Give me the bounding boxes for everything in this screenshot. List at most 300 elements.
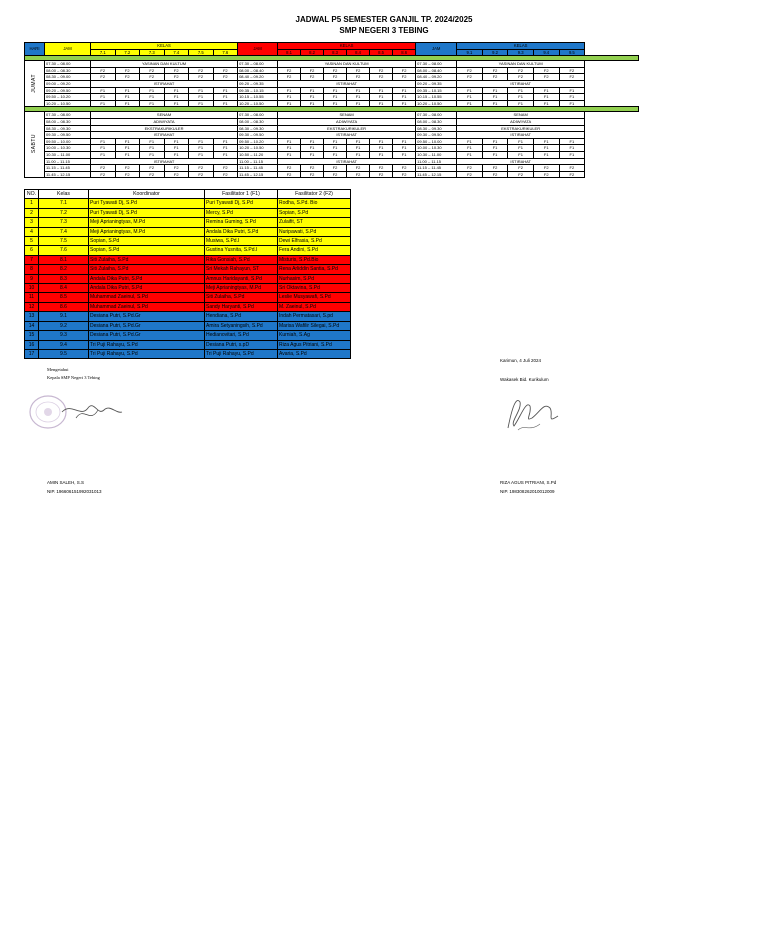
facilitator-8: F1 [278,138,301,145]
roster-f2: Riza Agus Pitriani, S.Pd [278,340,351,349]
roster-kelas: 9.5 [39,349,89,358]
roster-koordinator: Puri Tyawati Dj, S.Pd [89,199,205,208]
roster-f2: Sopian, S.Pd [278,208,351,217]
facilitator-8: F2 [324,74,347,81]
facilitator-8: F1 [393,100,416,107]
roster-no: 5 [25,237,39,246]
facilitator-7: F2 [140,165,165,172]
facilitator-9: F1 [559,87,585,94]
facilitator-8: F1 [393,151,416,158]
facilitator-9: F2 [533,67,559,74]
jumat-row [25,87,639,94]
facilitator-8: F2 [370,165,393,172]
facilitator-9: F2 [508,165,534,172]
roster-koordinator: Puri Tyawati Dj, S.Pd [89,208,205,217]
activity-7: ISTIRAHAT [91,132,238,139]
roster-kelas: 8.3 [39,274,89,283]
schedule-table [24,42,639,178]
class-9-3: 9.3 [508,49,534,56]
time-7: 11.45 – 12.15 [45,171,91,178]
facilitator-7: F1 [164,138,189,145]
facilitator-9: F2 [533,165,559,172]
facilitator-7: F1 [213,100,238,107]
facilitator-7: F2 [91,171,116,178]
facilitator-9: F1 [457,100,483,107]
activity-7: ISTIRAHAT [91,80,238,87]
facilitator-8: F2 [301,165,324,172]
sabtu-row [25,151,639,158]
facilitator-7: F1 [140,94,165,101]
roster-f2: Dewi Elfrasia, S.Pd [278,237,351,246]
facilitator-9: F2 [457,74,483,81]
roster-no: 3 [25,218,39,227]
facilitator-9: F1 [482,151,508,158]
facilitator-9: F2 [457,67,483,74]
roster-f2: Misturis, S.Pd.Bio [278,255,351,264]
roster-koordinator: Muhammad Zaeinul, S.Pd [89,293,205,302]
activity-7: ADIWIYATA [91,118,238,125]
facilitator-7: F1 [189,94,214,101]
facilitator-8: F1 [370,151,393,158]
roster-no: 6 [25,246,39,255]
facilitator-8: F1 [301,94,324,101]
facilitator-7: F1 [213,87,238,94]
roster-no: 4 [25,227,39,236]
facilitator-8: F2 [393,171,416,178]
roster-f1: Mercy, S.Pd [205,208,278,217]
facilitator-7: F1 [213,151,238,158]
facilitator-8: F1 [347,87,370,94]
facilitator-7: F2 [115,165,140,172]
facilitator-7: F1 [140,87,165,94]
header-jam-9: JAM [416,43,457,56]
roster-kelas: 9.3 [39,331,89,340]
facilitator-8: F2 [347,67,370,74]
facilitator-7: F2 [164,67,189,74]
facilitator-7: F2 [115,171,140,178]
facilitator-9: F2 [482,67,508,74]
roster-f2: Indah Permatasari, S.pd [278,312,351,321]
facilitator-7: F1 [91,145,116,152]
facilitator-8: F1 [324,94,347,101]
roster-no: 12 [25,302,39,311]
activity-8: ISTIRAHAT [278,158,416,165]
facilitator-8: F1 [347,145,370,152]
school-name: SMP NEGERI 3 TEBING [339,26,429,35]
roster-no: 16 [25,340,39,349]
vice-principal-signature [500,388,570,438]
facilitator-8: F2 [278,67,301,74]
activity-9: EKSTRAKURIKULER [457,125,585,132]
facilitator-9: F1 [482,138,508,145]
facilitator-7: F2 [164,171,189,178]
facilitator-9: F1 [482,87,508,94]
roster-f1: Andala Dika Putri, S.Pd [205,227,278,236]
school-stamp-signature [26,388,126,438]
col-kelas: Kelas [39,190,89,199]
facilitator-8: F1 [301,151,324,158]
roster-f1: Hedianovitari, S.Pd [205,331,278,340]
class-8-3: 8.3 [324,49,347,56]
roster-kelas: 7.3 [39,218,89,227]
time-9: 10.30 – 11.00 [416,151,457,158]
time-8: 09.30 – 09.50 [238,132,278,139]
facilitator-8: F1 [393,87,416,94]
facilitator-9: F2 [482,171,508,178]
sabtu-row [25,158,639,165]
facilitator-9: F1 [457,87,483,94]
facilitator-7: F1 [213,138,238,145]
class-9-1: 9.1 [457,49,483,56]
facilitator-8: F2 [347,74,370,81]
acknowledged-label: Mengetahui [47,367,69,372]
roster-no: 7 [25,255,39,264]
facilitator-7: F1 [115,94,140,101]
time-9: 09.35 – 10.15 [416,87,457,94]
facilitator-8: F1 [393,94,416,101]
facilitator-7: F1 [164,87,189,94]
principal-title: Kepala SMP Negeri 3 Tebing [47,375,100,380]
roster-koordinator: Tri Puji Rahayu, S.Pd [89,349,205,358]
roster-koordinator: Muhammad Zaeinul, S.Pd [89,302,205,311]
roster-f1: Puri Tyawati Dj, S.Pd [205,199,278,208]
time-7: 09.20 – 09.50 [45,87,91,94]
facilitator-7: F2 [140,74,165,81]
time-7: 10.00 – 10.30 [45,145,91,152]
facilitator-8: F1 [324,138,347,145]
roster-f1: Sri Mekah Rahayun, ST [205,265,278,274]
facilitator-7: F2 [213,165,238,172]
coordinator-roster-table [24,189,351,359]
facilitator-8: F1 [370,87,393,94]
time-9: 10.15 – 10.55 [416,94,457,101]
time-9: 09.50 – 10.00 [416,138,457,145]
roster-f2: Zulaifit, ST [278,218,351,227]
activity-9: ADIWIYATA [457,118,585,125]
facilitator-7: F2 [189,74,214,81]
time-7: 09.30 – 09.50 [45,132,91,139]
roster-f1: Remina Guming, S.Pd [205,218,278,227]
facilitator-9: F1 [508,94,534,101]
time-8: 09.50 – 10.20 [238,138,278,145]
facilitator-7: F2 [189,67,214,74]
facilitator-8: F2 [278,165,301,172]
roster-row [25,349,351,358]
time-8: 08.30 – 09.30 [238,125,278,132]
facilitator-7: F1 [140,138,165,145]
roster-f1: Desiana Putri, s.pD [205,340,278,349]
roster-row [25,293,351,302]
roster-row [25,199,351,208]
time-8: 08.00 – 08.30 [238,118,278,125]
facilitator-7: F2 [189,171,214,178]
place-date: Karimun, 4 Juli 2024 [500,358,542,363]
facilitator-7: F1 [91,87,116,94]
facilitator-9: F1 [508,138,534,145]
facilitator-7: F1 [189,145,214,152]
day-name: JUMAT [30,73,37,93]
roster-koordinator: Siti Zulaiha, S.Pd [89,255,205,264]
facilitator-7: F1 [140,151,165,158]
roster-f2: M. Zaeinul, S.Pd [278,302,351,311]
facilitator-8: F1 [324,151,347,158]
facilitator-8: F1 [347,100,370,107]
facilitator-7: F1 [115,151,140,158]
sabtu-row [25,138,639,145]
roster-kelas: 7.4 [39,227,89,236]
roster-koordinator: Desiana Putri, S.Pd.Gr [89,331,205,340]
roster-koordinator: Meji Aprianingtyas, M.Pd [89,227,205,236]
roster-f1: Tri Puji Rahayu, S.Pd [205,349,278,358]
schedule-class-row [25,49,639,56]
roster-f1: Meji Aprianingtyas, M.Pd [205,284,278,293]
roster-row [25,265,351,274]
class-7-4: 7.4 [164,49,189,56]
facilitator-7: F1 [115,145,140,152]
sabtu-row [25,145,639,152]
facilitator-7: F1 [189,138,214,145]
facilitator-9: F1 [482,145,508,152]
roster-row [25,312,351,321]
facilitator-7: F1 [164,151,189,158]
facilitator-8: F1 [347,94,370,101]
activity-9: ISTIRAHAT [457,158,585,165]
roster-kelas: 9.2 [39,321,89,330]
time-8: 08.00 – 08.40 [238,67,278,74]
facilitator-8: F1 [278,94,301,101]
roster-no: 10 [25,284,39,293]
time-8: 08.40 – 09.20 [238,74,278,81]
roster-koordinator: Meji Aprianingtyas, M.Pd [89,218,205,227]
class-8-6: 8.6 [393,49,416,56]
roster-row [25,208,351,217]
time-7: 10.20 – 10.50 [45,100,91,107]
time-9: 09.30 – 09.50 [416,132,457,139]
roster-koordinator: Sopian, S.Pd [89,237,205,246]
roster-no: 13 [25,312,39,321]
activity-8: EKSTRAKURIKULER [278,125,416,132]
schedule-header-row [25,43,639,50]
facilitator-9: F2 [508,171,534,178]
facilitator-8: F1 [301,145,324,152]
roster-f1: Amnus Haridayanti, S.Pd [205,274,278,283]
facilitator-8: F1 [278,151,301,158]
roster-no: 8 [25,265,39,274]
roster-no: 11 [25,293,39,302]
activity-9: ISTIRAHAT [457,132,585,139]
facilitator-7: F2 [91,67,116,74]
jumat-day-label [25,61,45,107]
time-7: 08.30 – 09.30 [45,125,91,132]
roster-no: 9 [25,274,39,283]
facilitator-7: F1 [164,145,189,152]
facilitator-9: F1 [508,87,534,94]
jumat-row [25,80,639,87]
facilitator-9: F1 [533,94,559,101]
roster-kelas: 8.6 [39,302,89,311]
time-8: 10.15 – 10.55 [238,94,278,101]
facilitator-7: F2 [213,67,238,74]
roster-koordinator: Desiana Putri, S.Pd.Gr [89,321,205,330]
facilitator-8: F2 [324,67,347,74]
time-9: 08.00 – 08.30 [416,118,457,125]
time-9: 11.45 – 12.15 [416,171,457,178]
facilitator-8: F1 [324,100,347,107]
facilitator-7: F1 [91,94,116,101]
col-no: NO. [25,190,39,199]
roster-row [25,302,351,311]
roster-f2: Kurniah, S.Ag [278,331,351,340]
facilitator-7: F1 [213,94,238,101]
facilitator-8: F1 [324,145,347,152]
facilitator-9: F1 [457,138,483,145]
roster-f1: Siti Zulaiha, S.Pd [205,293,278,302]
roster-no: 14 [25,321,39,330]
time-7: 08.00 – 08.30 [45,67,91,74]
facilitator-8: F2 [393,67,416,74]
facilitator-7: F2 [91,165,116,172]
class-8-1: 8.1 [278,49,301,56]
roster-no: 15 [25,331,39,340]
class-7-1: 7.1 [91,49,116,56]
facilitator-9: F1 [457,94,483,101]
time-9: 07.30 – 08.00 [416,61,457,68]
roster-f2: Rodha, S.Pd. Bio [278,199,351,208]
facilitator-9: F1 [482,94,508,101]
facilitator-8: F2 [278,171,301,178]
facilitator-7: F1 [91,100,116,107]
time-9: 08.40 – 09.20 [416,74,457,81]
roster-f2: Nuripawati, S.Pd [278,227,351,236]
facilitator-9: F2 [559,74,585,81]
roster-no: 1 [25,199,39,208]
roster-f2: Rena Arliddin Santia, S.Pd [278,265,351,274]
time-8: 11.00 – 11.15 [238,158,278,165]
col-f1: Fasilitator 1 (F1) [205,190,278,199]
sabtu-row [25,125,639,132]
time-8: 09.35 – 10.15 [238,87,278,94]
facilitator-9: F2 [457,171,483,178]
facilitator-9: F2 [559,165,585,172]
vice-principal-role: Wakasek Bid. Kurikulum [500,377,549,382]
roster-row [25,340,351,349]
facilitator-9: F1 [533,151,559,158]
facilitator-9: F1 [482,100,508,107]
facilitator-9: F1 [533,87,559,94]
activity-7: SENAM [91,112,238,119]
roster-no: 17 [25,349,39,358]
class-8-5: 8.5 [370,49,393,56]
roster-f2: Leslie Musyawafi, S.Pd [278,293,351,302]
principal-name: AMIN SALEH, S.S [47,480,85,485]
facilitator-7: F1 [115,138,140,145]
jumat-row [25,61,639,68]
activity-8: ADIWIYATA [278,118,416,125]
roster-f1: Gustina Yusnita, S.Pd.I [205,246,278,255]
facilitator-8: F1 [370,94,393,101]
time-8: 07.30 – 08.00 [238,112,278,119]
col-koordinator: Koordinator [89,190,205,199]
sabtu-row [25,112,639,119]
roster-header-row [25,190,351,199]
facilitator-7: F2 [140,67,165,74]
time-7: 09.00 – 09.20 [45,80,91,87]
roster-kelas: 7.5 [39,237,89,246]
facilitator-9: F2 [533,171,559,178]
roster-koordinator: Tri Puji Rahayu, S.Pd [89,340,205,349]
facilitator-9: F1 [457,145,483,152]
facilitator-7: F2 [115,74,140,81]
facilitator-7: F2 [213,171,238,178]
roster-f1: Musiwa, S.Pd.I [205,237,278,246]
roster-no: 2 [25,208,39,217]
time-9: 07.30 – 08.00 [416,112,457,119]
facilitator-9: F1 [559,94,585,101]
class-8-2: 8.2 [301,49,324,56]
activity-9: SENAM [457,112,585,119]
time-9: 08.30 – 09.30 [416,125,457,132]
roster-koordinator: Andala Dika Putri, S.Pd [89,284,205,293]
time-9: 11.15 – 11.45 [416,165,457,172]
time-7: 10.30 – 11.00 [45,151,91,158]
facilitator-8: F2 [278,74,301,81]
class-7-5: 7.5 [189,49,214,56]
facilitator-8: F1 [301,138,324,145]
roster-row [25,331,351,340]
activity-7: YASINAN DAN KULTUM [91,61,238,68]
time-7: 08.00 – 08.30 [45,118,91,125]
facilitator-8: F2 [393,74,416,81]
roster-kelas: 7.6 [39,246,89,255]
roster-koordinator: Andala Dika Putri, S.Pd [89,274,205,283]
roster-f1: Rika Gonsiah, S.Pd [205,255,278,264]
activity-8: ISTIRAHAT [278,80,416,87]
roster-row [25,246,351,255]
facilitator-7: F1 [115,100,140,107]
roster-f2: Nurhasim, S.Pd [278,274,351,283]
jumat-row [25,94,639,101]
facilitator-8: F1 [393,145,416,152]
facilitator-8: F1 [324,87,347,94]
time-8: 11.15 – 11.45 [238,165,278,172]
facilitator-9: F1 [508,151,534,158]
roster-f2: Marisa Wafilir Silegai, S.Pd [278,321,351,330]
facilitator-9: F1 [457,151,483,158]
class-9-2: 9.2 [482,49,508,56]
time-8: 10.20 – 10.50 [238,100,278,107]
roster-row [25,284,351,293]
class-7-2: 7.2 [115,49,140,56]
facilitator-9: F1 [559,138,585,145]
roster-f2: Avaria, S.Pd [278,349,351,358]
activity-9: ISTIRAHAT [457,80,585,87]
facilitator-8: F1 [370,100,393,107]
facilitator-9: F1 [559,100,585,107]
roster-kelas: 8.4 [39,284,89,293]
sabtu-row [25,132,639,139]
facilitator-8: F2 [301,171,324,178]
facilitator-7: F2 [91,74,116,81]
roster-f1: Amira Setyaningsih, S.Pd [205,321,278,330]
time-8: 10.20 – 10.50 [238,145,278,152]
roster-f2: Fera Andini, S.Pd [278,246,351,255]
roster-koordinator: Siti Zulaiha, S.Pd [89,265,205,274]
header-kelas-8: KELAS [278,43,416,50]
facilitator-7: F1 [164,100,189,107]
roster-kelas: 9.1 [39,312,89,321]
facilitator-9: F2 [508,67,534,74]
facilitator-7: F2 [140,171,165,178]
